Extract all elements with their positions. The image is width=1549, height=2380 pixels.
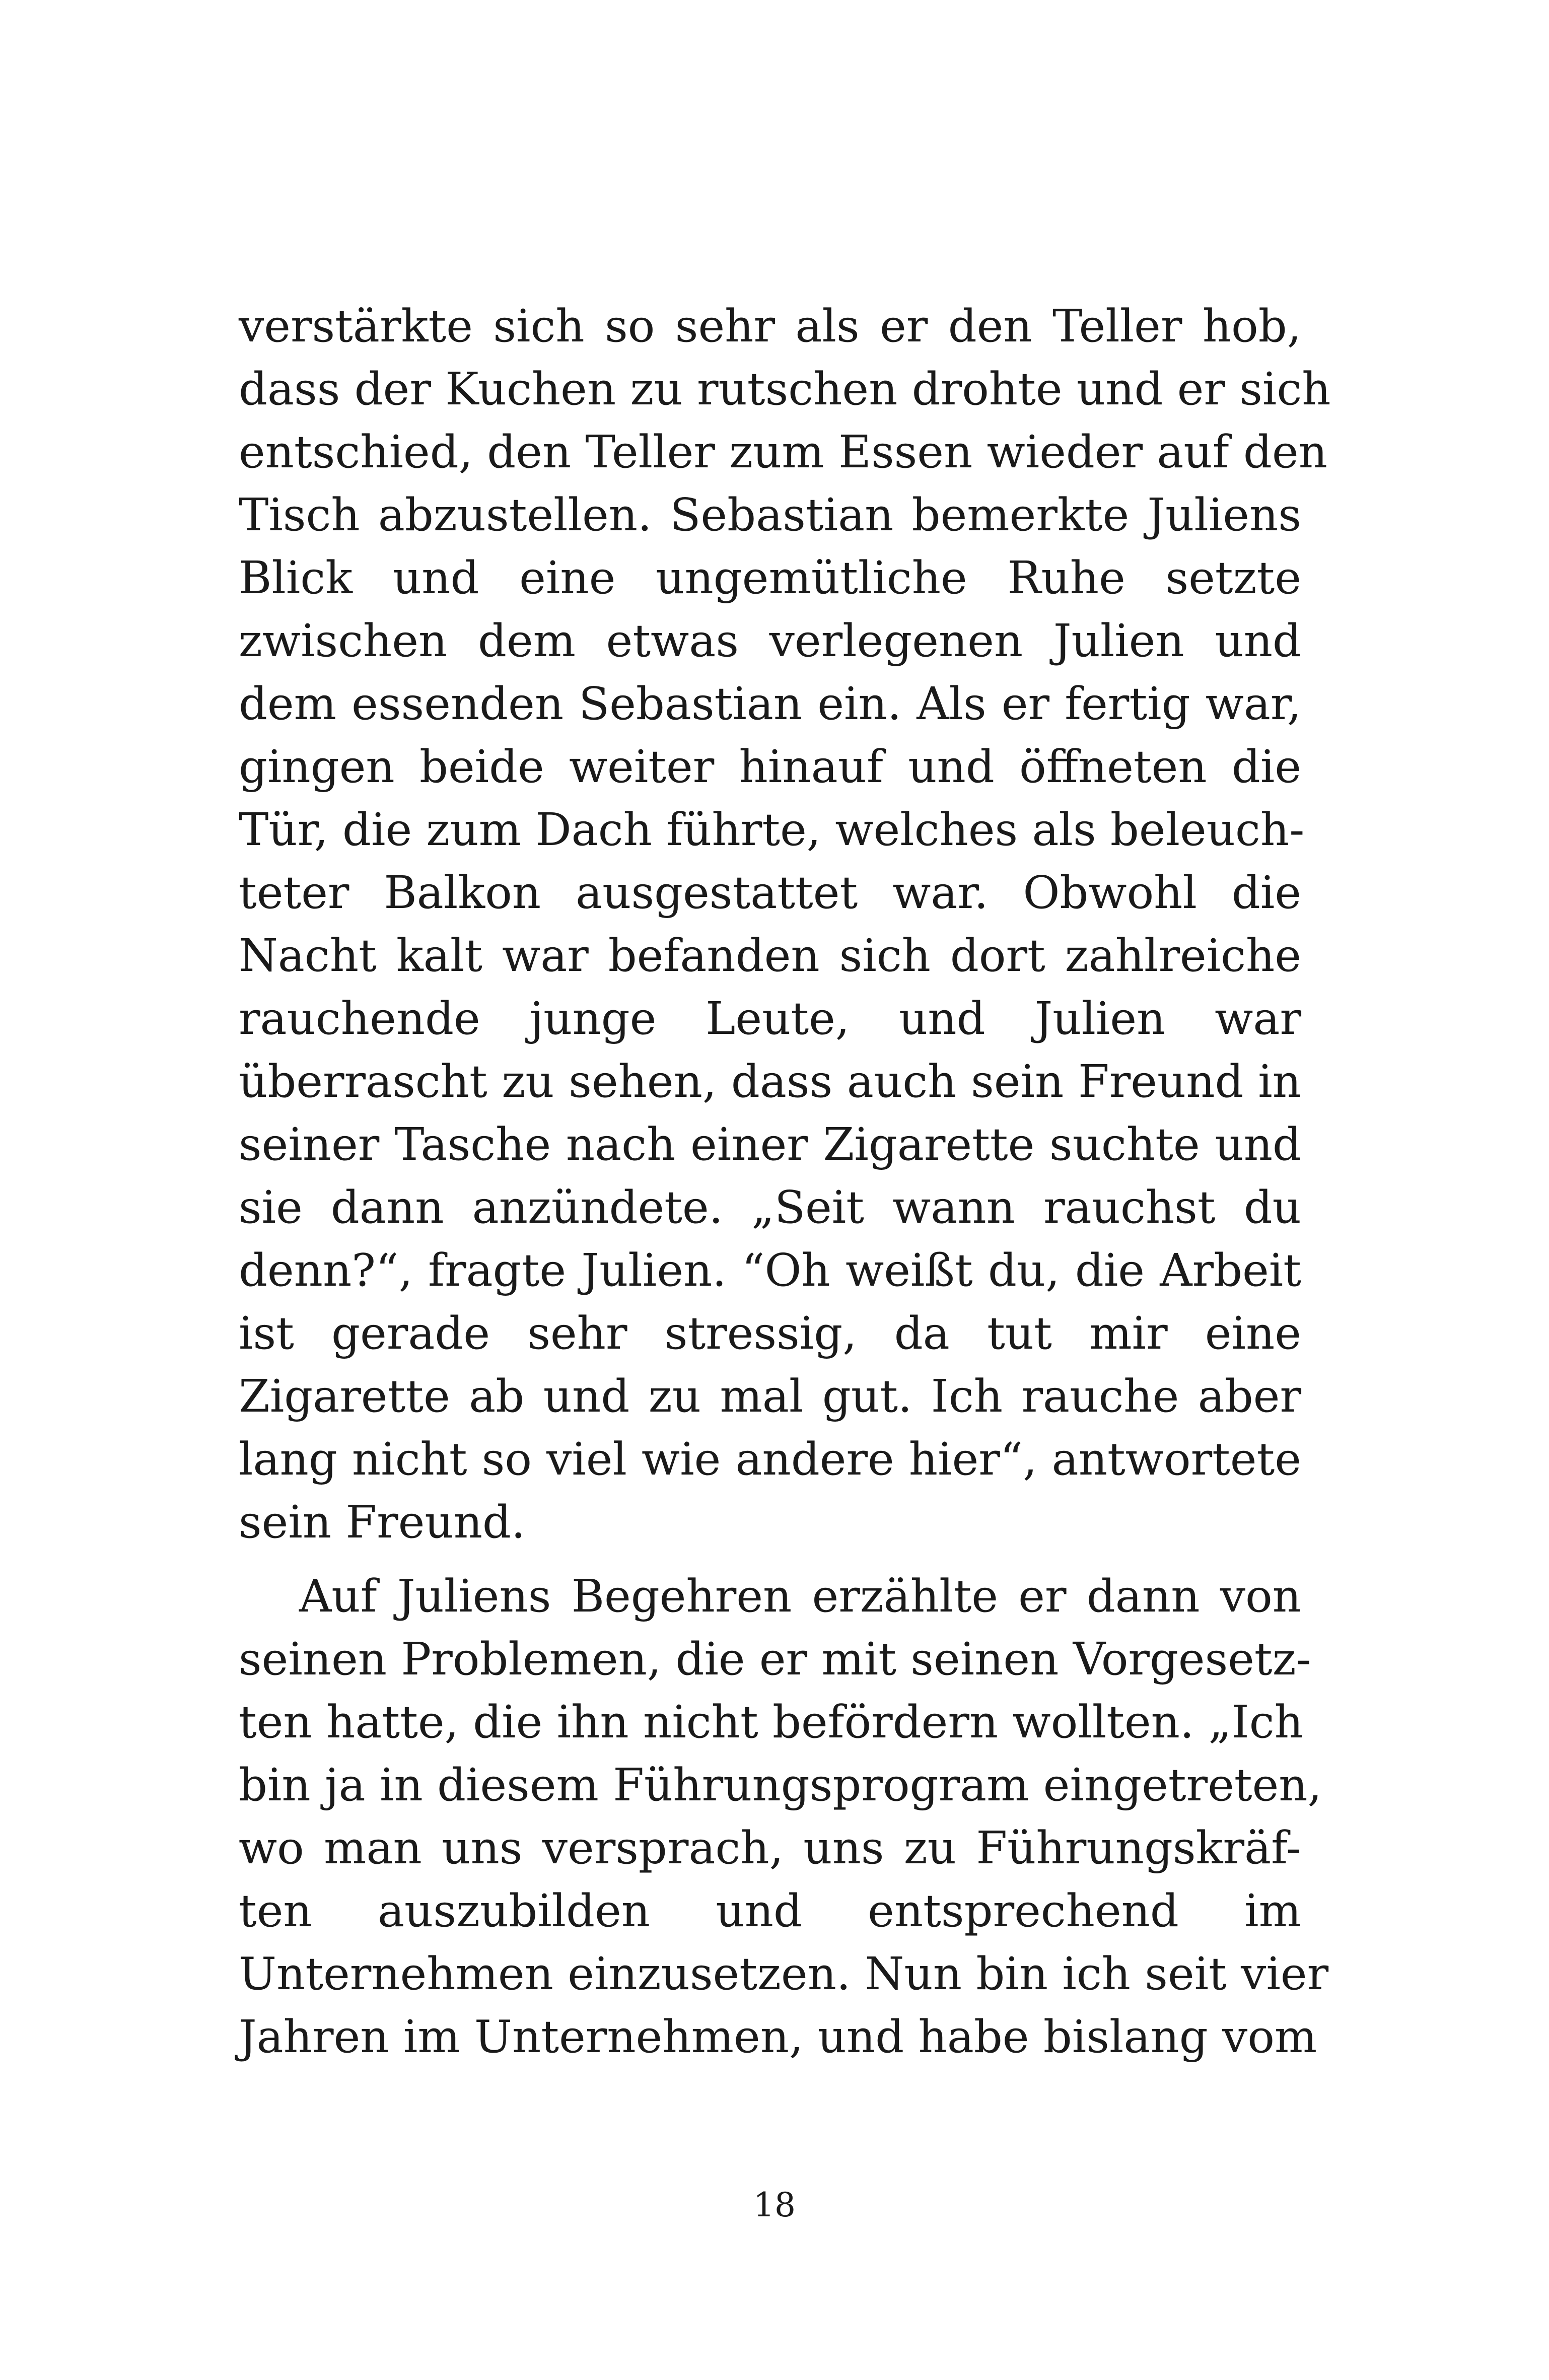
- text-line: sein Freund.: [239, 1496, 526, 1548]
- page-number: 18: [753, 2186, 796, 2224]
- paragraph-gap: [239, 1554, 1301, 1565]
- text-line: sie dann anzündete. „Seit wann rauchst du: [239, 1181, 1301, 1233]
- text-line: entschied, den Teller zum Essen wieder auf den: [239, 426, 1327, 478]
- text-line: Nacht kalt war befanden sich dort zahlreiche: [239, 929, 1301, 982]
- text-line: überrascht zu sehen, dass auch sein Freund in: [239, 1055, 1301, 1107]
- body-text: [239, 295, 1331, 2068]
- text-line: seinen Problemen, die er mit seinen Vorgesetz-: [239, 1633, 1311, 1685]
- text-line: Auf Juliens Begehren erzählte er dann von: [299, 1570, 1301, 1622]
- text-line: bin ja in diesem Führungsprogram eingetreten,: [239, 1759, 1322, 1811]
- text-line: denn?“, fragte Julien. “Oh weißt du, die Arbeit: [239, 1244, 1301, 1296]
- text-line: dass der Kuchen zu rutschen drohte und er sich: [239, 363, 1331, 415]
- text-line: gingen beide weiter hinauf und öffneten die: [239, 740, 1301, 793]
- text-line: seiner Tasche nach einer Zigarette suchte und: [239, 1118, 1301, 1170]
- text-line: ten auszubilden und entsprechend im: [239, 1884, 1301, 1937]
- text-line: rauchende junge Leute, und Julien war: [239, 992, 1301, 1044]
- text-line: ten hatte, die ihn nicht befördern wollten. „Ich: [239, 1696, 1303, 1748]
- text-line: teter Balkon ausgestattet war. Obwohl die: [239, 866, 1301, 919]
- text-line: dem essenden Sebastian ein. Als er fertig war,: [239, 677, 1301, 730]
- text-line: wo man uns versprach, uns zu Führungskräf-: [239, 1822, 1301, 1874]
- text-line: Zigarette ab und zu mal gut. Ich rauche aber: [239, 1370, 1301, 1422]
- text-line: Jahren im Unternehmen, und habe bislang vom: [239, 2010, 1317, 2063]
- text-line: Blick und eine ungemütliche Ruhe setzte: [239, 551, 1301, 604]
- text-line: Unternehmen einzusetzen. Nun bin ich seit vier: [239, 1947, 1329, 2000]
- text-line: Tisch abzustellen. Sebastian bemerkte Juliens: [239, 488, 1301, 541]
- text-line: zwischen dem etwas verlegenen Julien und: [239, 614, 1301, 667]
- text-line: Tür, die zum Dach führte, welches als beleuch-: [239, 803, 1305, 856]
- text-line: verstärkte sich so sehr als er den Teller hob,: [239, 300, 1301, 352]
- text-line: ist gerade sehr stressig, da tut mir eine: [239, 1307, 1301, 1359]
- text-line: lang nicht so viel wie andere hier“, antwortete: [239, 1433, 1301, 1485]
